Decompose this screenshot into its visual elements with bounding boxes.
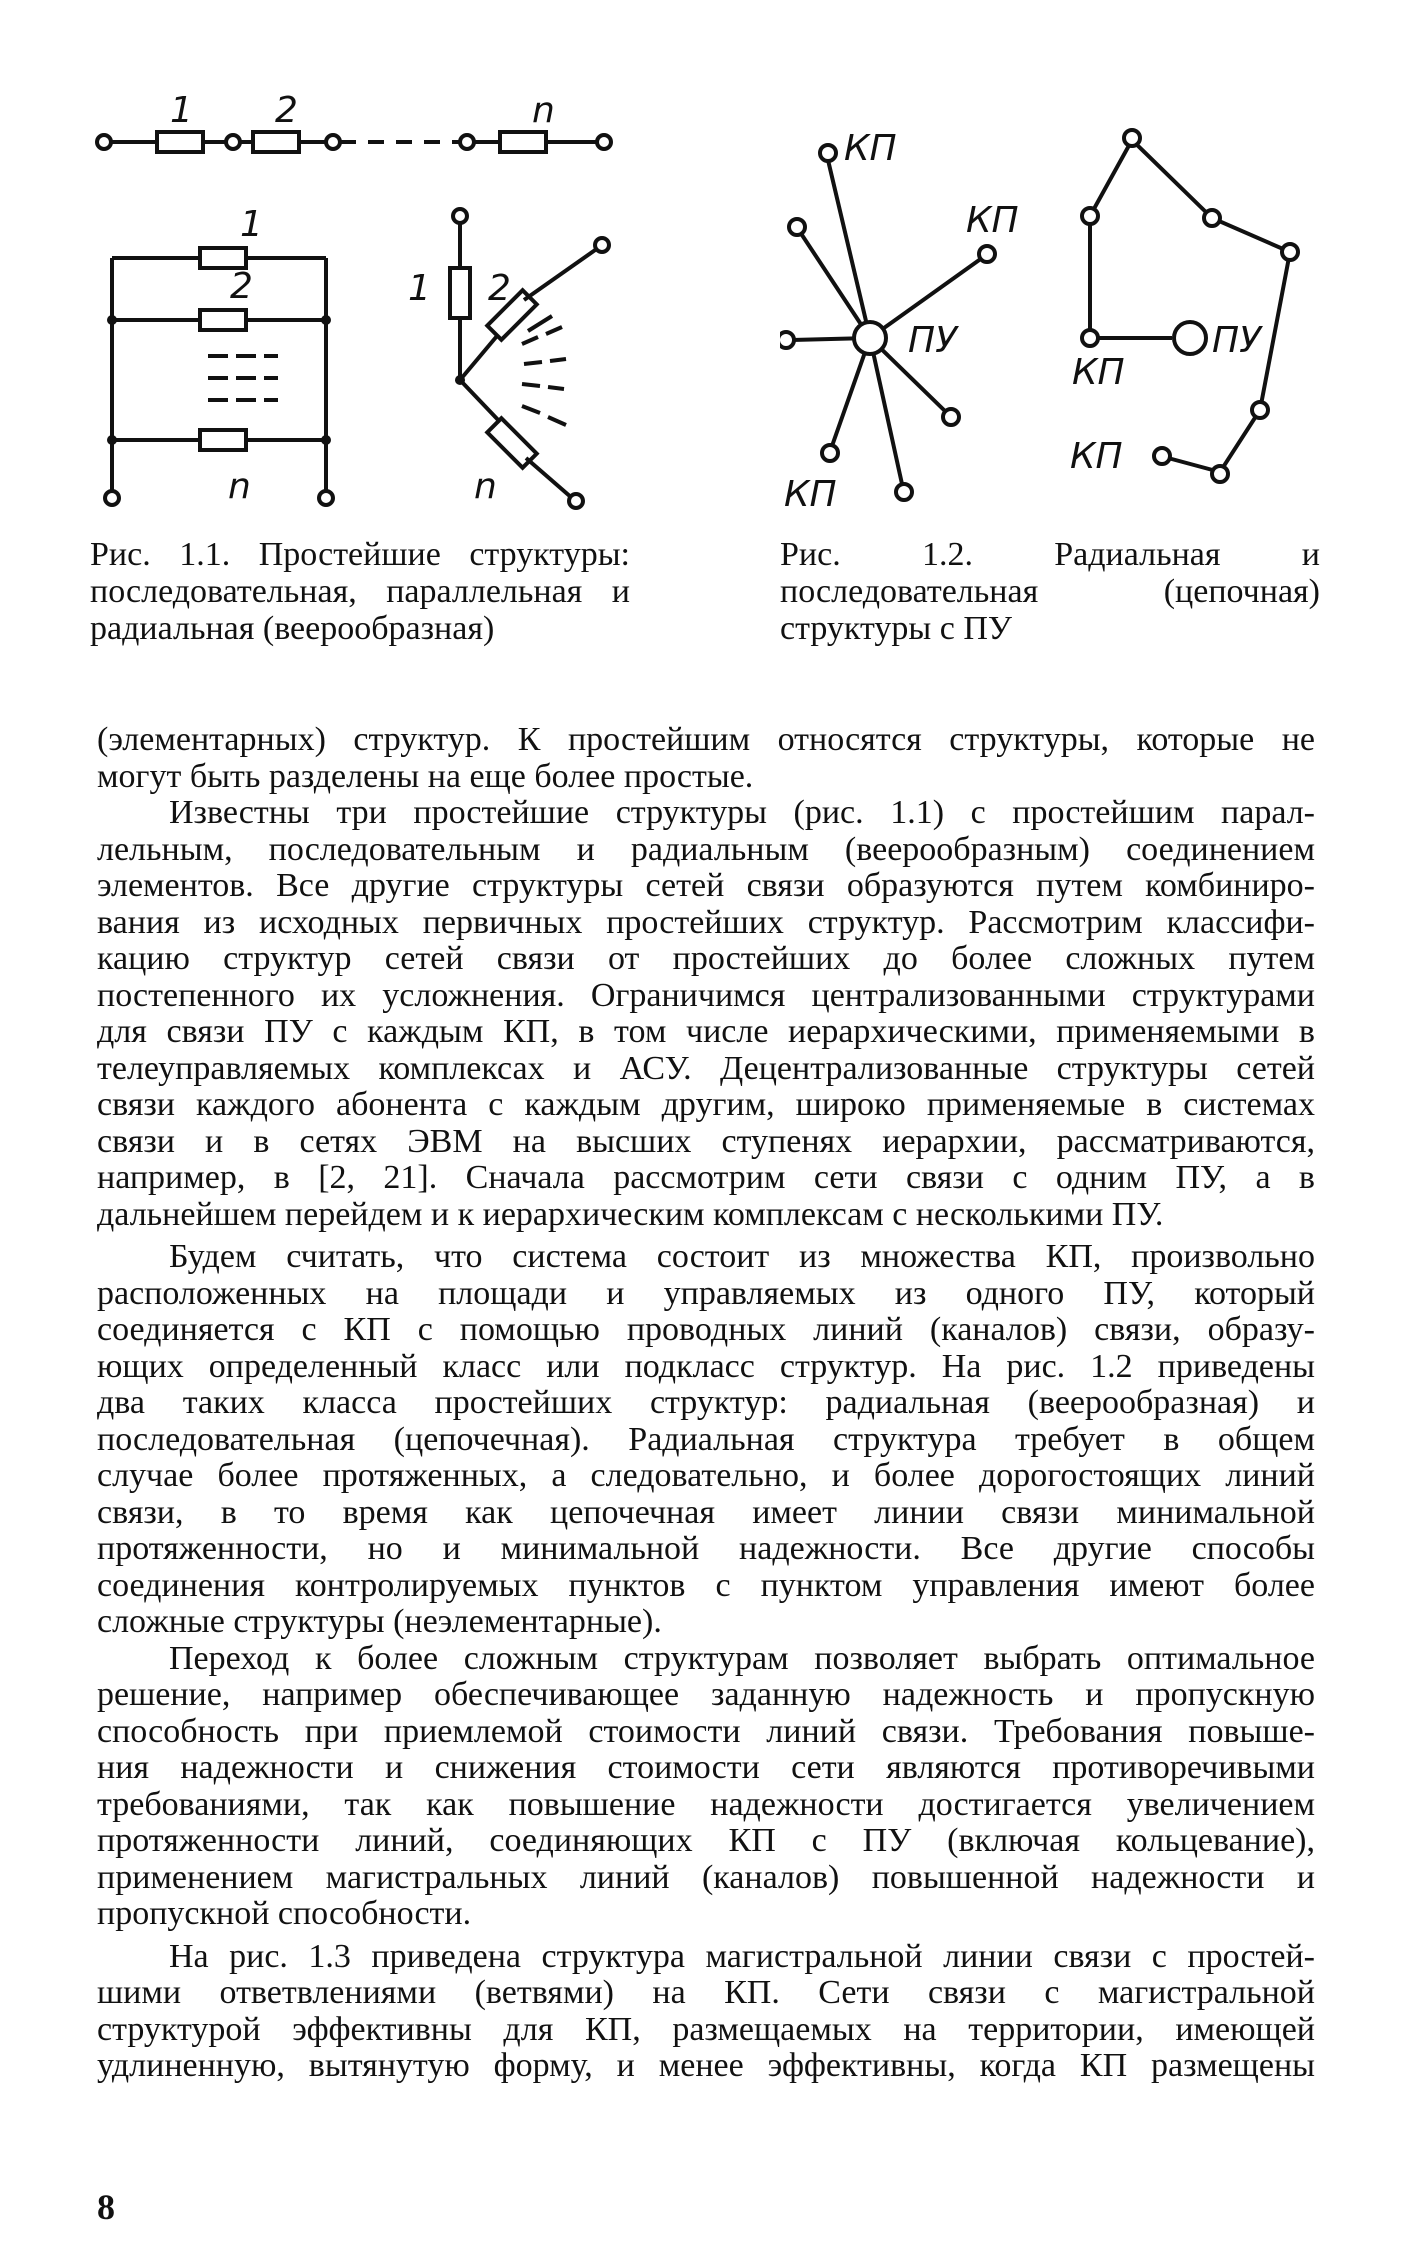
paragraph-line: случае более протяженных, а следовательно, и более дорогостоящих линий [97, 1457, 1315, 1494]
paragraph-line: лельным, последовательным и радиальным (веерообразным) соединением [97, 830, 1315, 868]
paragraph-line: Будем считать, что система состоит из множества КП, произвольно [169, 1238, 1315, 1275]
parallel-label-n: n [228, 466, 251, 507]
page-number: 8 [97, 2187, 115, 2227]
paragraph-line: шими ответвлениями (ветвями) на КП. Сети связи с магистральной [97, 1974, 1315, 2011]
parallel-label-2: 2 [230, 266, 253, 307]
paragraph-line: удлиненную, вытянутую форму, и менее эффективны, когда КП размещены [97, 2047, 1315, 2084]
radial-fan-diagram [408, 209, 609, 508]
paragraph-line: Переход к более сложным структурам позволяет выбрать оптимальное [169, 1639, 1315, 1677]
radial-kp-right-label: КП [966, 200, 1019, 241]
paragraph-line: соединения контролируемых пунктов с пунктом управления имеют более [97, 1566, 1315, 1604]
radial-label-1: 1 [408, 268, 431, 309]
paragraph-line: протяженности линий, соединяющих КП с ПУ (включая кольцевание), [97, 1822, 1315, 1859]
paragraph-line: для связи ПУ с каждым КП, в том числе иерархическими, применяемыми в [97, 1013, 1315, 1050]
paragraph-line: На рис. 1.3 приведена структура магистральной линии связи с простей- [169, 1937, 1315, 1975]
figure-1-2-caption: Рис. 1.2. Радиальная и последовательная (цепочная) структуры с ПУ [780, 536, 1320, 647]
paragraph-line: ния надежности и снижения стоимости сети являются противоречивыми [97, 1749, 1315, 1786]
chain-structure-diagram [1070, 130, 1298, 482]
paragraph-line: связи и в сетях ЭВМ на высших ступенях иерархии, рассматриваются, [97, 1122, 1315, 1160]
paragraph-line: вания из исходных первичных простейших структур. Рассмотрим классифи- [97, 903, 1315, 941]
paragraph-line: связи каждого абонента с каждым другим, широко применяемые в системах [97, 1086, 1315, 1123]
series-label-2: 2 [275, 90, 298, 131]
radial-pu-label: ПУ [908, 320, 958, 361]
parallel-label-1: 1 [240, 204, 263, 245]
radial-kp-top-label: КП [844, 128, 897, 169]
radial-kp-bottom-label: КП [784, 474, 837, 515]
paragraph-line: кацию структур сетей связи от простейших до более сложных путем [97, 940, 1315, 977]
paragraph-line: соединяется с КП с помощью проводных линий (каналов) связи, образу- [97, 1311, 1315, 1348]
paragraph-line: ющих определенный класс или подкласс структур. На рис. 1.2 приведены [97, 1347, 1315, 1385]
paragraph-line: (элементарных) структур. К простейшим относятся структуры, которые не [97, 721, 1315, 758]
paragraph-line: пропускной способности. [97, 1895, 472, 1932]
paragraph-line: телеуправляемых комплексах и АСУ. Децентрализованные структуры сетей [97, 1049, 1315, 1087]
chain-pu-label: ПУ [1212, 320, 1262, 361]
paragraph-line: элементов. Все другие структуры сетей связи образуются путем комбиниро- [97, 867, 1315, 904]
paragraph-line: сложные структуры (неэлементарные). [97, 1603, 662, 1640]
paragraph-line: способность при приемлемой стоимости линий связи. Требования повыше- [97, 1712, 1315, 1750]
paragraph-line: дальнейшем перейдем и к иерархическим комплексам с несколькими ПУ. [97, 1195, 1164, 1233]
paragraph-line: протяженности, но и минимальной надежности. Все другие способы [97, 1530, 1315, 1567]
radial-label-2: 2 [488, 268, 511, 309]
paragraph-line: расположенных на площади и управляемых из одного ПУ, который [97, 1274, 1315, 1312]
chain-kp-label-2: КП [1070, 436, 1123, 477]
paragraph-line: решение, например обеспечивающее заданную надежность и пропускную [97, 1676, 1315, 1713]
paragraph-line: постепенного их усложнения. Ограничимся централизованными структурами [97, 976, 1315, 1014]
series-label-1: 1 [170, 90, 193, 131]
paragraph-line: два таких класса простейших структур: радиальная (веерообразная) и [97, 1384, 1315, 1421]
paragraph-line: последовательная (цепочечная). Радиальная структура требует в общем [97, 1420, 1315, 1458]
figure-1-2 [780, 120, 1320, 520]
paragraph-line: Известны три простейшие структуры (рис. 1.1) с простейшим парал- [169, 794, 1315, 831]
figure-1-1-caption: Рис. 1.1. Простейшие структуры: последовательная, параллельная и радиальная (веерообразная) [90, 536, 630, 647]
parallel-diagram [105, 204, 333, 507]
paragraph-line: могут быть разделены на еще более простые. [97, 757, 754, 795]
paragraph-line: структурой эффективны для КП, размещаемых на территории, имеющей [97, 2010, 1315, 2048]
series-label-n: n [532, 90, 555, 131]
chain-kp-label-1: КП [1072, 352, 1125, 393]
paragraph-line: требованиями, так как повышение надежности достигается увеличением [97, 1785, 1315, 1823]
figure-1-1 [90, 88, 630, 518]
radial-label-n: n [474, 466, 497, 507]
body-text [97, 722, 1315, 2085]
radial-structure-diagram [780, 128, 1019, 515]
series-chain-diagram [97, 90, 611, 152]
paragraph-line: связи, в то время как цепочечная имеет линии связи минимальной [97, 1493, 1315, 1531]
paragraph-line: применением магистральных линий (каналов) повышенной надежности и [97, 1858, 1315, 1896]
paragraph-line: например, в [2, 21]. Сначала рассмотрим сети связи с одним ПУ, а в [97, 1159, 1315, 1196]
